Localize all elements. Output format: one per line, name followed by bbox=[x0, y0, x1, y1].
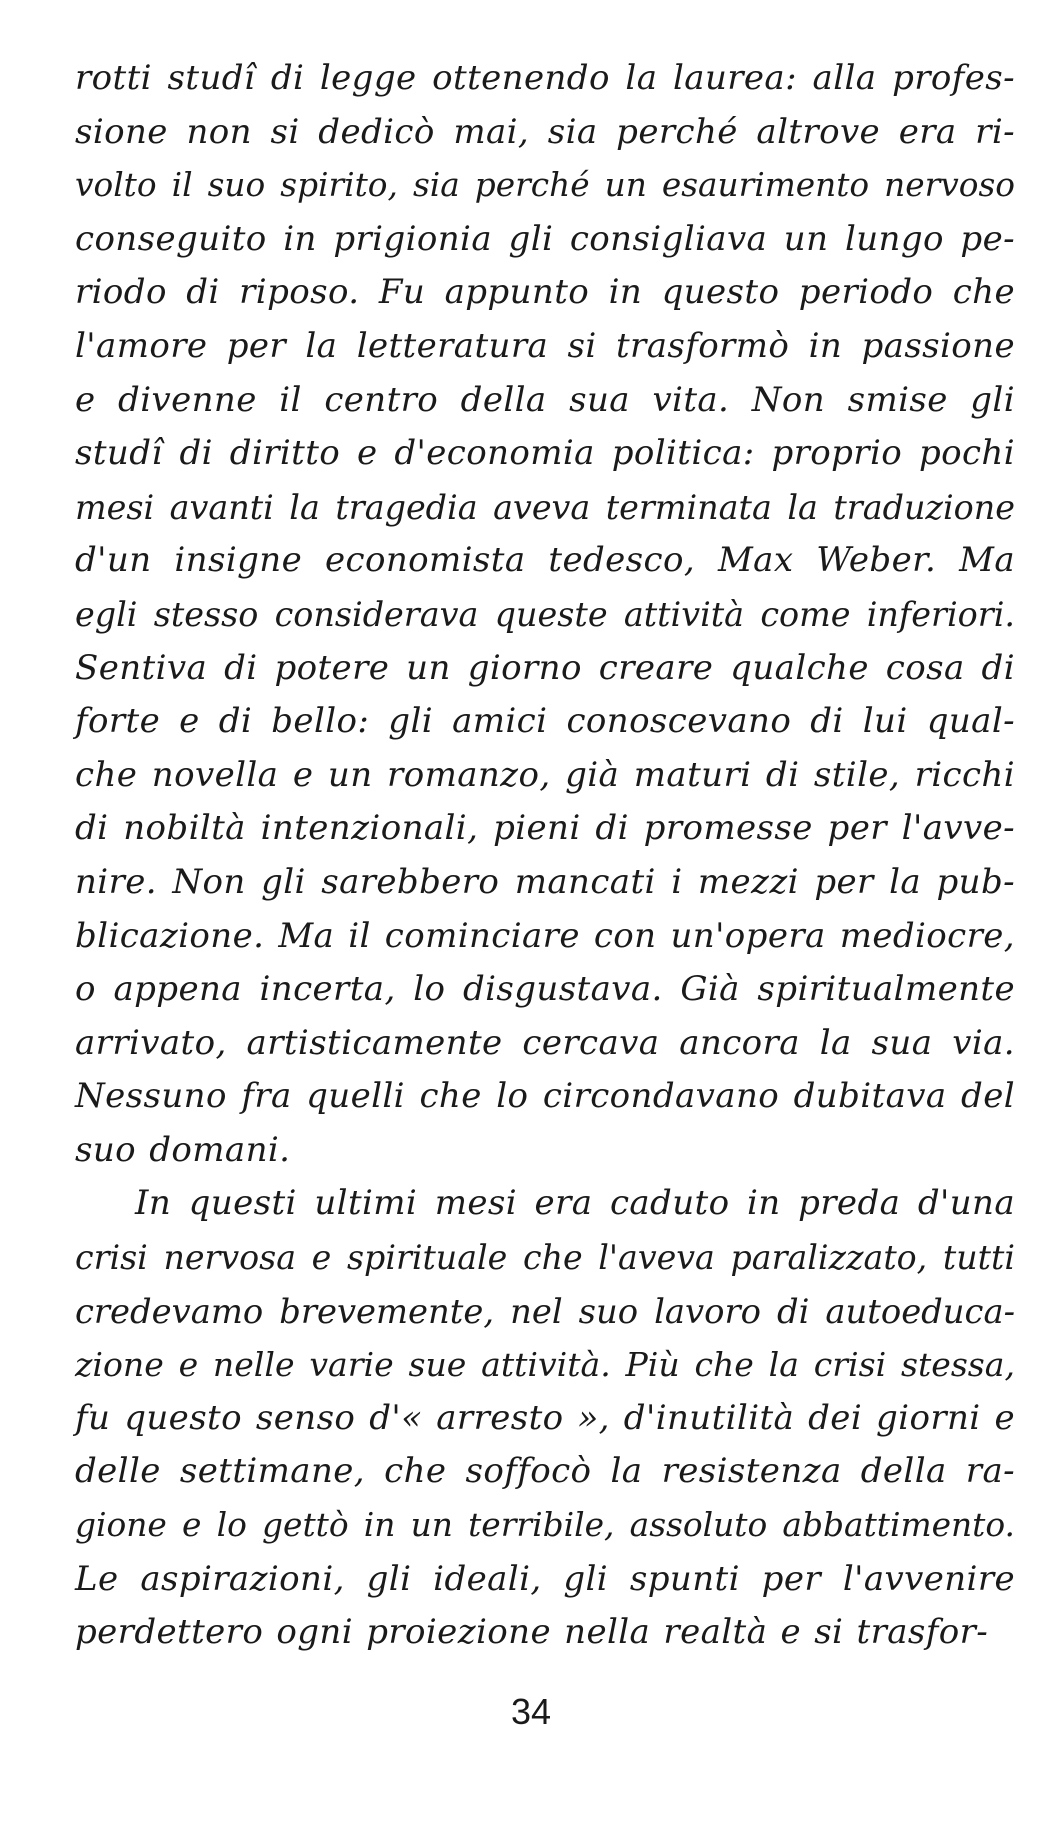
paragraph bbox=[75, 1177, 1015, 1659]
text-line: zione e nelle varie sue attività. Più che la crisi stessa, bbox=[75, 1345, 1015, 1385]
text-line: conseguito in prigionia gli consigliava un lungo pe- bbox=[75, 218, 1015, 259]
text-line: arrivato, artisticamente cercava ancora la sua via. bbox=[75, 1022, 1015, 1063]
text-line: credevamo brevemente, nel suo lavoro di autoeduca- bbox=[75, 1291, 1015, 1331]
body-text bbox=[75, 52, 1015, 1660]
text-line: gione e lo gettò in un terribile, assoluto abbattimento. bbox=[75, 1506, 1015, 1545]
text-line: riodo di riposo. Fu appunto in questo periodo che bbox=[75, 272, 1015, 313]
text-line: blicazione. Ma il cominciare con un'opera mediocre, bbox=[75, 915, 1015, 956]
text-line: Le aspirazioni, gli ideali, gli spunti per l'avvenire bbox=[75, 1558, 1015, 1599]
text-line: e divenne il centro della sua vita. Non smise gli bbox=[75, 379, 1015, 420]
text-line: sione non si dedicò mai, sia perché altrove era ri- bbox=[75, 111, 1015, 152]
text-line: Sentiva di potere un giorno creare qualche cosa di bbox=[75, 647, 1015, 688]
text-line: Nessuno fra quelli che lo circondavano dubitava del bbox=[75, 1076, 1015, 1117]
text-line: o appena incerta, lo disgustava. Già spiritualmente bbox=[75, 969, 1015, 1010]
text-line: suo domani. bbox=[75, 1129, 291, 1170]
text-line: forte e di bello: gli amici conoscevano di lui qual- bbox=[75, 701, 1015, 742]
text-line: nire. Non gli sarebbero mancati i mezzi per la pub- bbox=[75, 861, 1015, 902]
text-line: l'amore per la letteratura si trasformò in passione bbox=[75, 325, 1015, 366]
text-line: che novella e un romanzo, già maturi di stile, ricchi bbox=[75, 754, 1015, 795]
text-line: In questi ultimi mesi era caduto in preda d'una bbox=[135, 1183, 1015, 1224]
paragraph bbox=[75, 52, 1015, 1177]
text-line: volto il suo spirito, sia perché un esaurimento nervoso bbox=[75, 166, 1015, 205]
text-line: delle settimane, che soffocò la resistenza della ra- bbox=[75, 1451, 1015, 1492]
text-line: fu questo senso d'« arresto », d'inutilità dei giorni e bbox=[75, 1397, 1015, 1438]
text-line: perdettero ogni proiezione nella realtà e si trasfor- bbox=[75, 1612, 989, 1653]
text-line: rotti studî di legge ottenendo la laurea: alla profes- bbox=[75, 58, 1015, 98]
text-line: studî di diritto e d'economia politica: proprio pochi bbox=[75, 433, 1015, 474]
page-number: 34 bbox=[510, 1691, 552, 1732]
text-line: di nobiltà intenzionali, pieni di promesse per l'avve- bbox=[75, 808, 1015, 849]
text-line: egli stesso considerava queste attività come inferiori. bbox=[75, 594, 1015, 634]
text-line: crisi nervosa e spirituale che l'aveva paralizzato, tutti bbox=[75, 1238, 1015, 1278]
text-line: d'un insigne economista tedesco, Max Weber. Ma bbox=[75, 540, 1015, 581]
text-line: mesi avanti la tragedia aveva terminata la traduzione bbox=[75, 487, 1015, 527]
